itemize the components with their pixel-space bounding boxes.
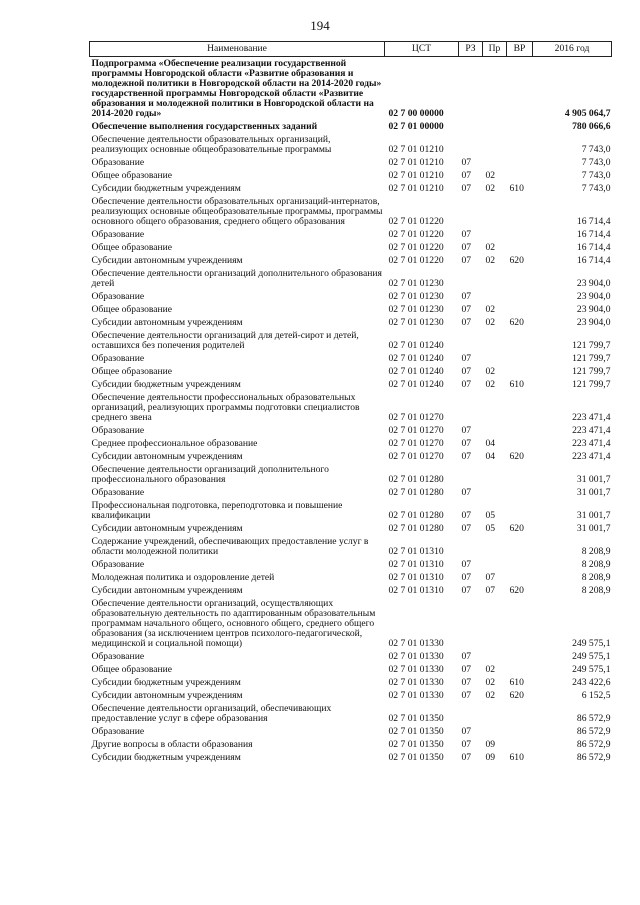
table-row [90,464,612,487]
cell-name: Образование [91,726,145,737]
cell-cst: 02 7 01 01240 [388,340,444,351]
cell-sum: 8 208,9 [581,572,611,583]
cell-sum: 8 208,9 [581,585,611,596]
header-row [90,42,612,57]
cell-rz: 07 [461,379,472,390]
cell-pr [483,536,507,559]
cell-rz: 07 [461,229,472,240]
cell-sum: 223 471,4 [572,412,611,423]
cell-pr [483,229,507,242]
cell-pr: 07 [485,572,496,583]
cell-cst: 02 7 01 01240 [388,379,444,390]
cell-pr [483,598,507,651]
cell-rz [459,134,483,157]
header-name: Наименование [90,42,385,57]
cell-sum: 249 575,1 [572,664,611,675]
cell-rz: 07 [461,438,472,449]
cell-rz: 07 [461,559,472,570]
header-cst: ЦСТ [385,42,459,57]
table-row [90,559,612,572]
cell-name: Образование [91,487,145,498]
cell-cst: 02 7 01 01330 [388,651,444,662]
cell-pr: 02 [485,317,496,328]
cell-cst: 02 7 01 01210 [388,183,444,194]
cell-rz [459,464,483,487]
cell-sum: 16 714,4 [576,229,611,240]
cell-cst: 02 7 01 01230 [388,291,444,302]
cell-pr [483,330,507,353]
cell-pr: 09 [485,739,496,750]
cell-vr [507,536,533,559]
cell-pr [483,464,507,487]
cell-name: Образование [91,651,145,662]
cell-rz: 07 [461,651,472,662]
cell-vr: 620 [509,317,524,328]
cell-pr: 02 [485,255,496,266]
cell-cst: 02 7 01 01220 [388,216,444,227]
cell-sum: 16 714,4 [576,216,611,227]
table-row [90,585,612,598]
cell-name: Общее образование [91,366,173,377]
cell-rz: 07 [461,183,472,194]
cell-pr [483,726,507,739]
cell-pr [483,425,507,438]
cell-sum: 23 904,0 [576,291,611,302]
cell-sum: 8 208,9 [581,546,611,557]
table-row [90,392,612,425]
table-row [90,366,612,379]
cell-sum: 121 799,7 [572,353,611,364]
table-row [90,523,612,536]
cell-name: Субсидии бюджетным учреждениям [91,752,241,763]
cell-rz: 07 [461,585,472,596]
table-row [90,170,612,183]
cell-sum: 121 799,7 [572,379,611,390]
cell-cst: 02 7 01 01310 [388,546,444,557]
table-row [90,268,612,291]
cell-vr [507,739,533,752]
cell-rz [459,536,483,559]
cell-vr [507,291,533,304]
cell-sum: 23 904,0 [576,304,611,315]
cell-name: Обеспечение деятельности профессиональных образовательных организаций, реализующих программы подготовки специалистов среднего звена [91,392,360,423]
cell-cst: 02 7 00 00000 [388,108,444,119]
cell-rz: 07 [461,425,472,436]
cell-rz: 07 [461,157,472,168]
cell-vr [507,438,533,451]
cell-vr [507,664,533,677]
cell-sum: 121 799,7 [572,340,611,351]
cell-rz: 07 [461,677,472,688]
table-row [90,229,612,242]
table-row [90,196,612,229]
cell-sum: 86 572,9 [576,739,611,750]
cell-pr [483,268,507,291]
cell-vr: 620 [509,585,524,596]
cell-cst: 02 7 01 01220 [388,242,444,253]
cell-name: Образование [91,157,145,168]
cell-pr [483,651,507,664]
cell-vr [507,121,533,134]
table-row [90,57,612,122]
cell-name: Обеспечение деятельности образовательных организаций-интернатов, реализующих основные общеобразовательные программы, программы основного общего образования, среднего общего образования [91,196,383,227]
table-row [90,255,612,268]
cell-sum: 7 743,0 [581,157,611,168]
cell-cst: 02 7 01 01240 [388,366,444,377]
cell-rz [459,268,483,291]
cell-vr: 620 [509,523,524,534]
cell-name: Субсидии бюджетным учреждениям [91,183,241,194]
cell-name: Субсидии автономным учреждениям [91,690,243,701]
cell-name: Обеспечение деятельности образовательных организаций, реализующих основные общеобразовательные программы [91,134,332,155]
cell-vr: 610 [509,183,524,194]
cell-cst: 02 7 01 01280 [388,523,444,534]
cell-cst: 02 7 01 01310 [388,572,444,583]
cell-vr: 610 [509,752,524,763]
cell-sum: 31 001,7 [576,474,611,485]
cell-rz: 07 [461,353,472,364]
cell-pr: 09 [485,752,496,763]
cell-rz: 07 [461,304,472,315]
cell-vr [507,170,533,183]
budget-table [89,41,612,765]
cell-pr: 05 [485,510,496,521]
cell-cst: 02 7 01 01310 [388,559,444,570]
cell-name: Молодежная политика и оздоровление детей [91,572,275,583]
cell-name: Субсидии бюджетным учреждениям [91,379,241,390]
cell-cst: 02 7 01 01220 [388,229,444,240]
cell-rz: 07 [461,664,472,675]
cell-name: Обеспечение деятельности организаций, обеспечивающих предоставление услуг в сфере образования [91,703,332,724]
table-row [90,726,612,739]
cell-sum: 16 714,4 [576,255,611,266]
cell-cst: 02 7 01 01310 [388,585,444,596]
cell-name: Обеспечение выполнения государственных заданий [91,121,318,132]
cell-rz: 07 [461,510,472,521]
cell-name: Общее образование [91,304,173,315]
cell-sum: 16 714,4 [576,242,611,253]
header-rz: РЗ [459,42,483,57]
cell-pr [483,121,507,134]
cell-name: Обеспечение деятельности организаций для детей-сирот и детей, оставшихся без попечения родителей [91,330,359,351]
cell-cst: 02 7 01 01230 [388,278,444,289]
cell-name: Общее образование [91,664,173,675]
cell-vr [507,268,533,291]
cell-name: Профессиональная подготовка, переподготовка и повышение квалификации [91,500,343,521]
cell-vr [507,304,533,317]
cell-rz [459,330,483,353]
cell-cst: 02 7 01 01230 [388,304,444,315]
cell-vr [507,703,533,726]
cell-vr [507,572,533,585]
cell-name: Образование [91,229,145,240]
cell-pr: 02 [485,183,496,194]
header-pr: Пр [483,42,507,57]
cell-rz: 07 [461,752,472,763]
cell-name: Среднее профессиональное образование [91,438,258,449]
table-row [90,572,612,585]
cell-cst: 02 7 01 01230 [388,317,444,328]
cell-sum: 31 001,7 [576,510,611,521]
cell-vr [507,330,533,353]
cell-pr [483,559,507,572]
table-row [90,598,612,651]
cell-rz: 07 [461,523,472,534]
cell-rz: 07 [461,726,472,737]
cell-pr: 04 [485,438,496,449]
cell-name: Образование [91,559,145,570]
cell-rz: 07 [461,170,472,181]
cell-sum: 7 743,0 [581,144,611,155]
cell-cst: 02 7 01 01270 [388,425,444,436]
cell-vr: 610 [509,677,524,688]
cell-sum: 23 904,0 [576,317,611,328]
cell-vr [507,425,533,438]
table-row [90,703,612,726]
header-vr: ВР [507,42,533,57]
table-row [90,500,612,523]
cell-vr [507,559,533,572]
table-row [90,353,612,366]
cell-vr: 620 [509,255,524,266]
cell-sum: 23 904,0 [576,278,611,289]
cell-name: Субсидии автономным учреждениям [91,585,243,596]
header-sum: 2016 год [533,42,612,57]
cell-pr [483,134,507,157]
cell-sum: 8 208,9 [581,559,611,570]
cell-sum: 249 575,1 [572,651,611,662]
cell-cst: 02 7 01 01330 [388,677,444,688]
cell-name: Образование [91,353,145,364]
cell-cst: 02 7 01 01210 [388,157,444,168]
cell-rz [459,57,483,122]
table-row [90,291,612,304]
cell-sum: 7 743,0 [581,170,611,181]
table-header [90,42,612,57]
cell-cst: 02 7 01 01210 [388,144,444,155]
cell-pr: 02 [485,170,496,181]
table-row [90,317,612,330]
cell-name: Содержание учреждений, обеспечивающих предоставление услуг в области молодежной политики [91,536,369,557]
cell-cst: 02 7 01 01270 [388,412,444,423]
cell-rz: 07 [461,366,472,377]
cell-vr [507,726,533,739]
cell-vr [507,196,533,229]
cell-rz: 07 [461,291,472,302]
cell-rz: 07 [461,739,472,750]
cell-vr: 610 [509,379,524,390]
cell-rz: 07 [461,690,472,701]
cell-pr: 07 [485,585,496,596]
cell-vr [507,366,533,379]
table-row [90,664,612,677]
cell-pr: 02 [485,379,496,390]
cell-pr: 02 [485,242,496,253]
cell-rz: 07 [461,242,472,253]
cell-sum: 223 471,4 [572,451,611,462]
cell-pr [483,157,507,170]
cell-pr [483,487,507,500]
table-row [90,739,612,752]
cell-cst: 02 7 01 01240 [388,353,444,364]
table-row [90,134,612,157]
table-row [90,121,612,134]
cell-rz [459,196,483,229]
cell-pr [483,353,507,366]
cell-cst: 02 7 01 01280 [388,474,444,485]
cell-cst: 02 7 01 01350 [388,713,444,724]
table-row [90,536,612,559]
cell-cst: 02 7 01 01220 [388,255,444,266]
table-row [90,451,612,464]
table-row [90,304,612,317]
cell-name: Субсидии автономным учреждениям [91,451,243,462]
cell-vr [507,242,533,255]
table-row [90,379,612,392]
cell-pr [483,703,507,726]
cell-pr: 02 [485,304,496,315]
cell-pr [483,57,507,122]
cell-name: Субсидии автономным учреждениям [91,255,243,266]
cell-vr [507,464,533,487]
cell-name: Образование [91,291,145,302]
cell-cst: 02 7 01 01330 [388,664,444,675]
cell-vr [507,500,533,523]
cell-cst: 02 7 01 01350 [388,726,444,737]
table-row [90,242,612,255]
cell-pr: 04 [485,451,496,462]
cell-rz: 07 [461,255,472,266]
cell-sum: 223 471,4 [572,438,611,449]
cell-vr [507,598,533,651]
cell-sum: 7 743,0 [581,183,611,194]
cell-name: Субсидии автономным учреждениям [91,523,243,534]
page-number: 194 [310,18,330,33]
cell-rz [459,598,483,651]
cell-pr [483,196,507,229]
cell-rz: 07 [461,317,472,328]
cell-name: Субсидии бюджетным учреждениям [91,677,241,688]
cell-sum: 6 152,5 [581,690,611,701]
cell-pr: 05 [485,523,496,534]
cell-vr [507,651,533,664]
cell-name: Подпрограмма «Обеспечение реализации государственной программы Новгородской области «Развитие образования и молодежной политики в Новгородской области на 2014-2020 годы» государственной программы Новгородской области «Развитие образования и молодежной политики в Новгородской области на 2014-2020 годы» [91,58,382,119]
cell-name: Другие вопросы в области образования [91,739,253,750]
cell-vr [507,57,533,122]
cell-pr: 02 [485,690,496,701]
cell-sum: 780 066,6 [572,121,611,132]
cell-name: Образование [91,425,145,436]
cell-sum: 243 422,6 [572,677,611,688]
table-row [90,425,612,438]
cell-rz [459,121,483,134]
table-row [90,157,612,170]
cell-sum: 86 572,9 [576,713,611,724]
cell-pr [483,392,507,425]
cell-sum: 31 001,7 [576,523,611,534]
cell-pr: 02 [485,677,496,688]
table-body [90,57,612,766]
cell-cst: 02 7 01 01270 [388,438,444,449]
table-row [90,677,612,690]
cell-sum: 86 572,9 [576,752,611,763]
cell-vr [507,392,533,425]
cell-vr [507,229,533,242]
cell-vr [507,157,533,170]
table-row [90,651,612,664]
cell-rz [459,392,483,425]
cell-pr: 02 [485,664,496,675]
cell-rz: 07 [461,572,472,583]
cell-vr [507,134,533,157]
cell-vr: 620 [509,451,524,462]
table-row [90,330,612,353]
cell-cst: 02 7 01 01280 [388,510,444,521]
cell-vr: 620 [509,690,524,701]
cell-name: Общее образование [91,170,173,181]
cell-name: Субсидии автономным учреждениям [91,317,243,328]
table-row [90,183,612,196]
cell-name: Обеспечение деятельности организаций, осуществляющих образовательную деятельность по адаптированным образовательным программам начального общего, основного общего, среднего общего образования (за исключением центров психолого-педагогической, медицинской и социальной помощи) [91,598,376,649]
cell-cst: 02 7 01 00000 [388,121,444,132]
cell-sum: 4 905 064,7 [564,108,611,119]
cell-sum: 223 471,4 [572,425,611,436]
cell-cst: 02 7 01 01270 [388,451,444,462]
cell-name: Обеспечение деятельности организаций дополнительного образования детей [91,268,382,289]
table-row [90,752,612,765]
cell-sum: 121 799,7 [572,366,611,377]
cell-pr: 02 [485,366,496,377]
cell-cst: 02 7 01 01330 [388,690,444,701]
cell-vr [507,353,533,366]
cell-rz: 07 [461,487,472,498]
cell-cst: 02 7 01 01330 [388,638,444,649]
cell-cst: 02 7 01 01350 [388,739,444,750]
cell-rz [459,703,483,726]
table-row [90,487,612,500]
cell-sum: 86 572,9 [576,726,611,737]
table-row [90,438,612,451]
cell-cst: 02 7 01 01350 [388,752,444,763]
table-row [90,690,612,703]
cell-cst: 02 7 01 01210 [388,170,444,181]
cell-name: Общее образование [91,242,173,253]
cell-name: Обеспечение деятельности организаций дополнительного профессионального образования [91,464,329,485]
cell-pr [483,291,507,304]
cell-sum: 31 001,7 [576,487,611,498]
cell-vr [507,487,533,500]
cell-rz: 07 [461,451,472,462]
cell-cst: 02 7 01 01280 [388,487,444,498]
cell-sum: 249 575,1 [572,638,611,649]
